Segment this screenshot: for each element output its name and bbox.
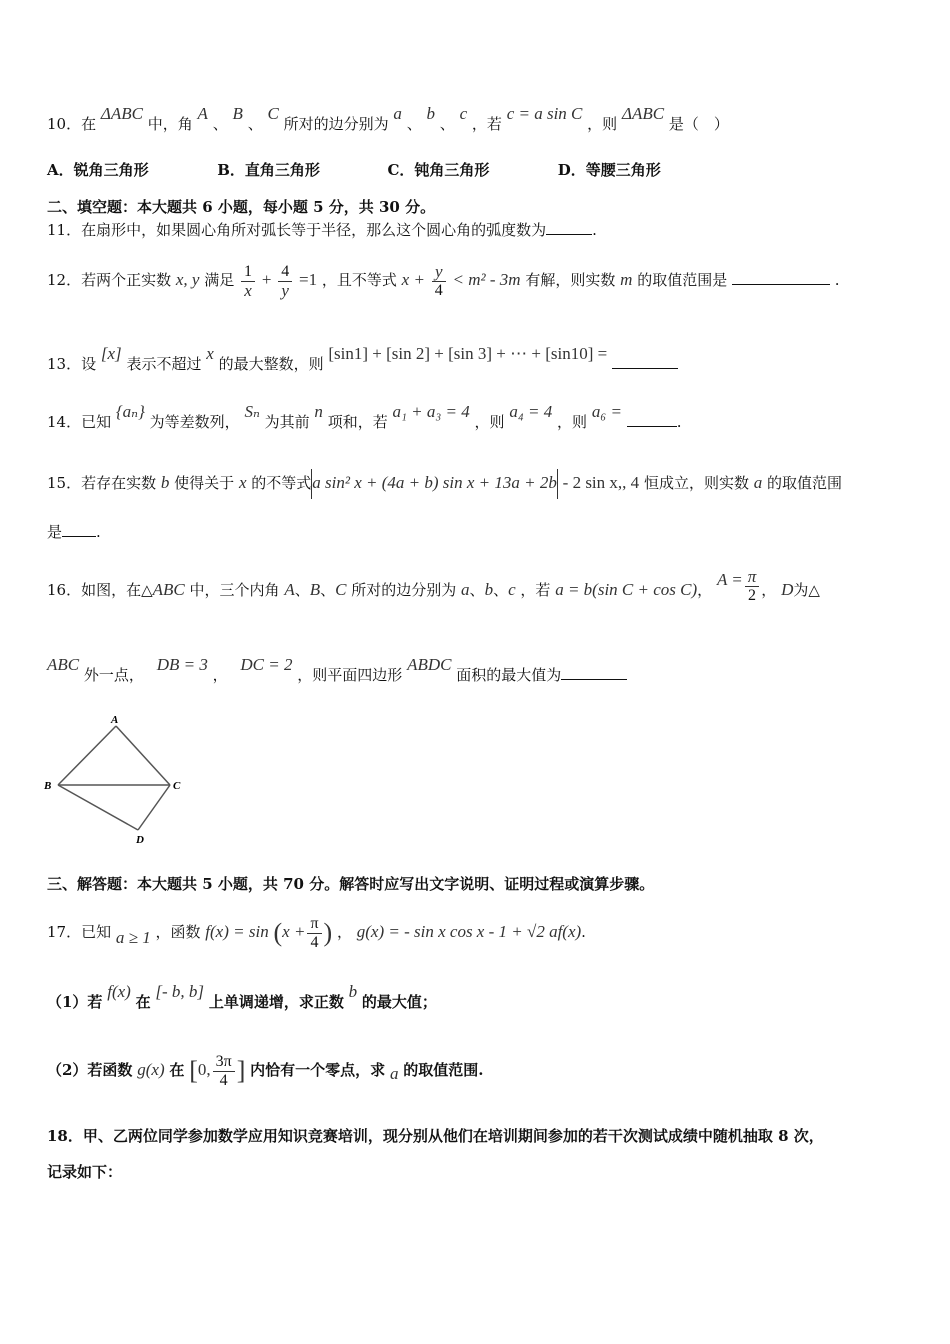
q10-side-a: a — [393, 104, 402, 123]
q10-text: 中，角 — [147, 115, 193, 133]
q16-condition: a = b(sin C + cos C) — [555, 580, 698, 599]
q12-text: ，且不等式 — [321, 271, 397, 289]
q12-frac-4-y — [278, 263, 292, 300]
q17-p1-text: 的最大值； — [361, 993, 437, 1011]
answer-blank[interactable] — [561, 663, 627, 680]
question-13 — [47, 344, 678, 376]
q10-triangle: ΔABC — [100, 104, 143, 123]
frac-den: 2 — [748, 587, 757, 604]
q17-p2-a: a — [389, 1064, 399, 1083]
q16-pi-over-2 — [745, 568, 760, 605]
q16-triangle: ABC — [47, 655, 80, 674]
q16-num: 16．如图，在△ — [47, 581, 153, 599]
abs-bar — [557, 469, 558, 499]
q14-n: n — [314, 402, 323, 421]
q13-text: 的最大整数，则 — [218, 355, 324, 373]
q16-text: ，若 — [520, 581, 551, 599]
answer-blank[interactable] — [732, 268, 830, 285]
q16-side-c: c — [508, 580, 516, 599]
q16-side-a: a — [461, 580, 470, 599]
q17-pi-over-4 — [307, 915, 321, 952]
paren-open: ( — [273, 918, 283, 947]
q10-sep: 、 — [439, 115, 455, 133]
bracket-open: [ — [189, 1056, 198, 1085]
q14-a6: a₆ = — [591, 402, 622, 421]
q16-side-b: b — [484, 580, 494, 599]
q17-a-condition: a ≥ 1 — [115, 928, 151, 947]
q14-num: 14．已知 — [47, 413, 112, 431]
q12-text: 的取值范围是 — [637, 271, 728, 289]
frac-den: y — [281, 280, 289, 300]
q14-sequence: {aₙ} — [115, 402, 145, 421]
q17-3pi-over-4 — [213, 1053, 235, 1090]
quadrilateral-figure — [40, 710, 200, 850]
frac-num: 3π — [213, 1053, 235, 1072]
question-17 — [47, 910, 586, 955]
q10-option-d[interactable]: D．等腰三角形 — [557, 161, 661, 179]
section-2-heading: 二、填空题：本大题共 6 小题，每小题 5 分，共 30 分。 — [47, 198, 436, 216]
q14-text: ，则 — [474, 413, 505, 431]
q17-p1-b: b — [348, 982, 358, 1001]
q17-p1-interval: [- b, b] — [155, 982, 205, 1001]
q12-text: 有解，则实数 — [525, 271, 616, 289]
frac-den: 4 — [434, 281, 443, 299]
q17-text: ，函数 — [155, 923, 201, 941]
q12-end: . — [834, 271, 840, 289]
frac-num: 4 — [278, 263, 292, 282]
q10-sep: 、 — [247, 115, 263, 133]
q14-text: ，则 — [557, 413, 588, 431]
question-18: 18．甲、乙两位同学参加数学应用知识竞赛培训，现分别从他们在培训期间参加的若干次测试成绩中随机抽取 8 次， — [47, 1127, 824, 1145]
q17-p2-g: g(x) — [137, 1060, 165, 1079]
q12-text: 满足 — [204, 271, 235, 289]
q10-side-c: c — [459, 104, 468, 123]
edge-cd — [138, 785, 170, 830]
question-15-cont — [47, 520, 101, 544]
q15-text: 的不等式 — [251, 474, 312, 492]
q16-angle-eq: A = — [716, 570, 743, 589]
q10-angle-a: A — [197, 104, 208, 123]
section-3-heading: 三、解答题：本大题共 5 小题，共 70 分。解答时应写出文字说明、证明过程或演算步骤。 — [47, 875, 655, 893]
q15-a: a — [753, 473, 763, 492]
q12-vars: x, y — [175, 270, 200, 289]
q10-option-a[interactable]: A．锐角三角形 — [47, 161, 149, 179]
question-18-cont: 记录如下： — [47, 1163, 123, 1181]
question-17-part-2 — [47, 1048, 483, 1093]
frac-num: π — [745, 568, 760, 587]
question-12 — [47, 262, 840, 300]
q10-angle-b: B — [232, 104, 243, 123]
q16-point-d: D — [781, 580, 794, 599]
q12-frac-1-x — [241, 263, 255, 300]
q12-frac-y-4 — [432, 263, 446, 300]
q16-text: 外一点， — [83, 666, 144, 684]
question-10 — [47, 104, 729, 136]
q13-x: x — [206, 344, 214, 363]
q15-text: 的取值范围 — [767, 474, 843, 492]
q10-option-c[interactable]: C．钝角三角形 — [387, 161, 490, 179]
q17-f-def: f(x) = sin — [205, 922, 269, 941]
question-16-cont — [47, 655, 627, 687]
q13-expression: [sin1] + [sin 2] + [sin 3] + ⋯ + [sin10] = — [328, 344, 608, 363]
answer-blank[interactable] — [627, 410, 677, 427]
q12-plus: + — [261, 270, 272, 289]
q12-eq: =1 — [298, 270, 318, 289]
q16-text: 面积的最大值为 — [456, 666, 562, 684]
q12-x: x + — [401, 270, 425, 289]
q17-p1-text: （1）若 — [47, 993, 103, 1011]
q15-b: b — [160, 473, 170, 492]
q10-side-b: b — [426, 104, 435, 123]
q10-triangle: ΔABC — [621, 104, 665, 123]
q10-text: ，若 — [471, 115, 502, 133]
q17-p2-text: 的取值范围. — [403, 1061, 484, 1079]
q14-sum: Sₙ — [244, 402, 260, 421]
q16-text: 所对的边分别为 — [351, 581, 457, 599]
paren-close: ) — [323, 918, 333, 947]
q10-angle-c: C — [267, 104, 279, 123]
answer-blank[interactable] — [546, 218, 592, 235]
label-b: B — [44, 780, 52, 792]
label-d: D — [136, 834, 144, 846]
frac-num: 1 — [241, 263, 255, 282]
q17-g-def: g(x) = - sin x cos x - 1 + √2 af(x) — [356, 922, 582, 941]
q17-p2-text: 在 — [169, 1061, 185, 1079]
q10-text: 是（ ） — [668, 115, 729, 133]
q16-angle-b: B — [309, 580, 321, 599]
q16-quadrilateral: ABDC — [407, 655, 452, 674]
q13-floor-x: [x] — [100, 344, 122, 363]
label-a: A — [111, 714, 119, 726]
q16-triangle: ABC — [152, 580, 185, 599]
q10-text: 所对的边分别为 — [283, 115, 389, 133]
question-15 — [47, 469, 842, 499]
q15-rest: - 2 sin x,, 4 — [562, 473, 640, 492]
frac-den: x — [244, 280, 252, 300]
q17-p2-left: 0, — [197, 1060, 211, 1079]
edge-bd — [58, 785, 138, 830]
q15-end: . — [96, 523, 101, 541]
edge-ac — [116, 726, 170, 785]
q16-text: ，则平面四边形 — [297, 666, 403, 684]
q17-p2-text: （2）若函数 — [47, 1061, 133, 1079]
q12-num: 12．若两个正实数 — [47, 271, 172, 289]
q11-end: . — [592, 221, 597, 239]
frac-num: π — [307, 915, 321, 934]
q16-angle-c: C — [335, 580, 347, 599]
question-16: 16．如图，在△ABC 中，三个内角 A、B、C 所对的边分别为 a、b、c ，若 a = b(sin C + cos C)， A = $\frac{\pi}{2}$ ， D为△ — [47, 567, 820, 604]
q15-text: 恒成立，则实数 — [643, 474, 749, 492]
q15-abs-expr: a sin² x + (4a + b) sin x + 13a + 2b — [312, 473, 557, 492]
q10-sep: 、 — [406, 115, 422, 133]
q14-end: . — [676, 413, 682, 431]
q14-condition-2: a₄ = 4 — [509, 402, 553, 421]
q16-text: ， — [212, 666, 228, 684]
q13-num: 13．设 — [47, 355, 97, 373]
frac-den: 4 — [310, 933, 319, 951]
q17-p1-text: 上单调递增，求正数 — [208, 993, 344, 1011]
frac-den: 4 — [219, 1071, 228, 1089]
q15-x: x — [238, 473, 247, 492]
q14-text: 项和，若 — [327, 413, 388, 431]
frac-num: y — [432, 263, 446, 282]
q16-angle-a: A — [284, 580, 295, 599]
q16-text: 为△ — [793, 581, 820, 599]
q15-text: 是 — [47, 523, 63, 541]
q14-condition-1: a₁ + a₃ = 4 — [392, 402, 470, 421]
bracket-close: ] — [236, 1056, 246, 1085]
q10-text: ，则 — [587, 115, 618, 133]
q10-num: 10．在 — [47, 115, 97, 133]
q17-num: 17．已知 — [47, 923, 112, 941]
answer-blank[interactable] — [62, 520, 96, 537]
q14-text: 为其前 — [264, 413, 310, 431]
q16-dc: DC = 2 — [240, 655, 293, 674]
question-11 — [47, 218, 597, 242]
q13-text: 表示不超过 — [126, 355, 202, 373]
q10-options — [47, 158, 661, 182]
q17-end: . — [581, 923, 586, 941]
q10-option-b[interactable]: B．直角三角形 — [217, 161, 320, 179]
answer-blank[interactable] — [612, 352, 678, 369]
q17-p2-text: 内恰有一个零点，求 — [250, 1061, 386, 1079]
q14-text: 为等差数列， — [149, 413, 240, 431]
q16-text: ， — [761, 581, 777, 599]
label-c: C — [173, 780, 181, 792]
q16-comma: ， — [697, 581, 713, 599]
q15-text: 使得关于 — [174, 474, 235, 492]
q16-text: 中，三个内角 — [189, 581, 280, 599]
q12-inequality: < m² - 3m — [452, 270, 521, 289]
edge-ab — [58, 726, 116, 785]
question-14 — [47, 402, 682, 434]
q17-inner: x + — [282, 922, 306, 941]
q12-m: m — [620, 270, 633, 289]
q16-db: DB = 3 — [156, 655, 208, 674]
q15-num: 15．若存在实数 — [47, 474, 157, 492]
q10-condition: c = a sin C — [506, 104, 583, 123]
q17-p1-text: 在 — [135, 993, 151, 1011]
question-17-part-1 — [47, 982, 437, 1014]
q17-text: ， — [336, 923, 352, 941]
q10-sep: 、 — [212, 115, 228, 133]
q17-p1-f: f(x) — [107, 982, 131, 1001]
q11-text: 11．在扇形中，如果圆心角所对弧长等于半径，那么这个圆心角的弧度数为 — [47, 221, 547, 239]
